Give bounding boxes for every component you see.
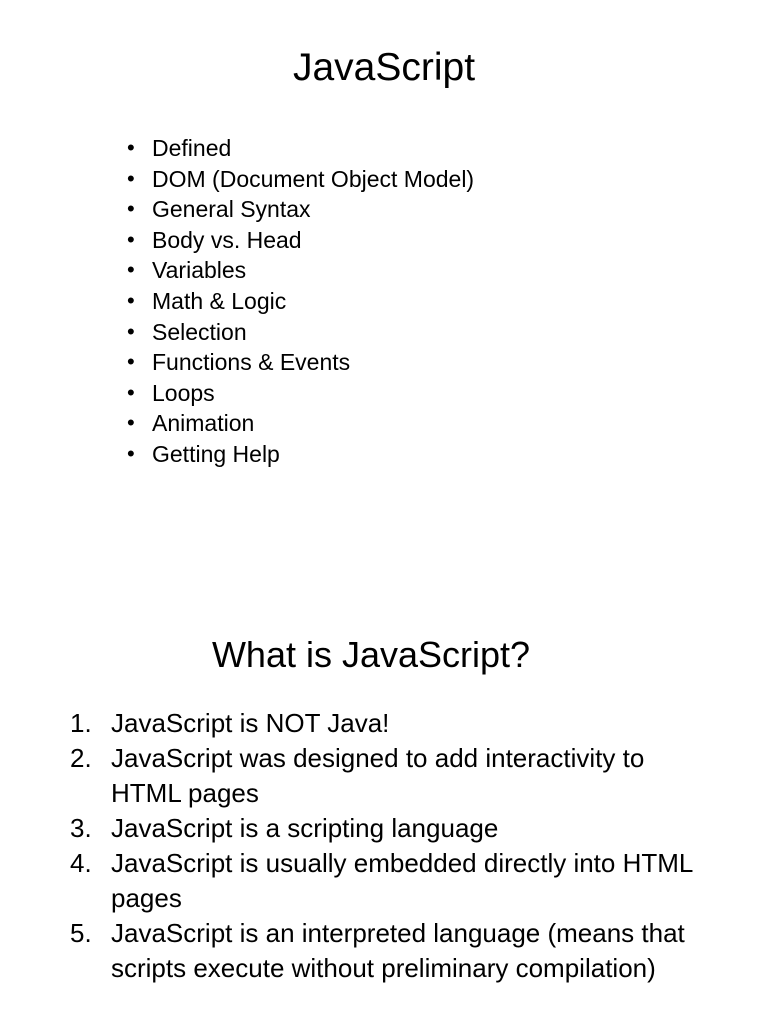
slide-title: JavaScript (292, 46, 476, 89)
list-number: 3. (70, 813, 92, 843)
list-item (127, 255, 474, 286)
list-number: 4. (70, 848, 92, 878)
list-item-label: Body vs. Head (152, 226, 302, 253)
list-item-label: Variables (152, 257, 247, 284)
list-item (70, 811, 710, 846)
list-item (70, 706, 710, 741)
list-item-text: JavaScript is an interpreted language (means that scripts execute without preliminary compilation) (111, 918, 685, 983)
list-item-label: Functions & Events (152, 349, 351, 376)
list-number: 5. (70, 918, 92, 948)
bullet-icon: • (127, 379, 135, 405)
list-item (127, 194, 474, 225)
list-item-label: Math & Logic (152, 287, 287, 314)
list-item (127, 286, 474, 317)
list-item (70, 741, 710, 811)
topic-list (127, 133, 474, 470)
bullet-icon: • (127, 440, 135, 466)
list-item-label: Defined (152, 135, 232, 161)
list-item (127, 347, 474, 378)
list-item-label: Animation (152, 410, 255, 437)
numbered-list (70, 706, 710, 986)
list-item (127, 225, 474, 256)
list-item (127, 164, 474, 195)
bullet-icon: • (127, 410, 135, 436)
bullet-icon: • (127, 318, 135, 344)
list-item (127, 378, 474, 409)
list-item-text: JavaScript is a scripting language (111, 813, 499, 843)
list-item-text: JavaScript is usually embedded directly into HTML pages (111, 848, 693, 913)
slide-what-is-javascript (0, 520, 768, 1024)
bullet-icon: • (127, 165, 135, 191)
list-item (70, 846, 710, 916)
list-item (70, 916, 710, 986)
list-number: 2. (70, 743, 92, 773)
list-item-text: JavaScript is NOT Java! (111, 708, 390, 738)
list-item (127, 317, 474, 348)
bullet-icon: • (127, 196, 135, 222)
list-item-label: Getting Help (152, 440, 280, 467)
slide-title: What is JavaScript? (211, 634, 531, 675)
list-item (127, 439, 474, 470)
list-item-text: JavaScript was designed to add interactivity to HTML pages (111, 743, 645, 808)
list-item-label: Selection (152, 318, 247, 345)
bullet-icon: • (127, 349, 135, 375)
list-item-label: General Syntax (152, 196, 311, 223)
bullet-icon: • (127, 257, 135, 283)
list-item (127, 133, 474, 164)
list-number: 1. (70, 708, 92, 738)
bullet-icon: • (127, 135, 135, 160)
list-item-label: Loops (152, 379, 215, 406)
bullet-icon: • (127, 226, 135, 252)
list-item (127, 408, 474, 439)
bullet-icon: • (127, 287, 135, 313)
list-item-label: DOM (Document Object Model) (152, 165, 475, 192)
